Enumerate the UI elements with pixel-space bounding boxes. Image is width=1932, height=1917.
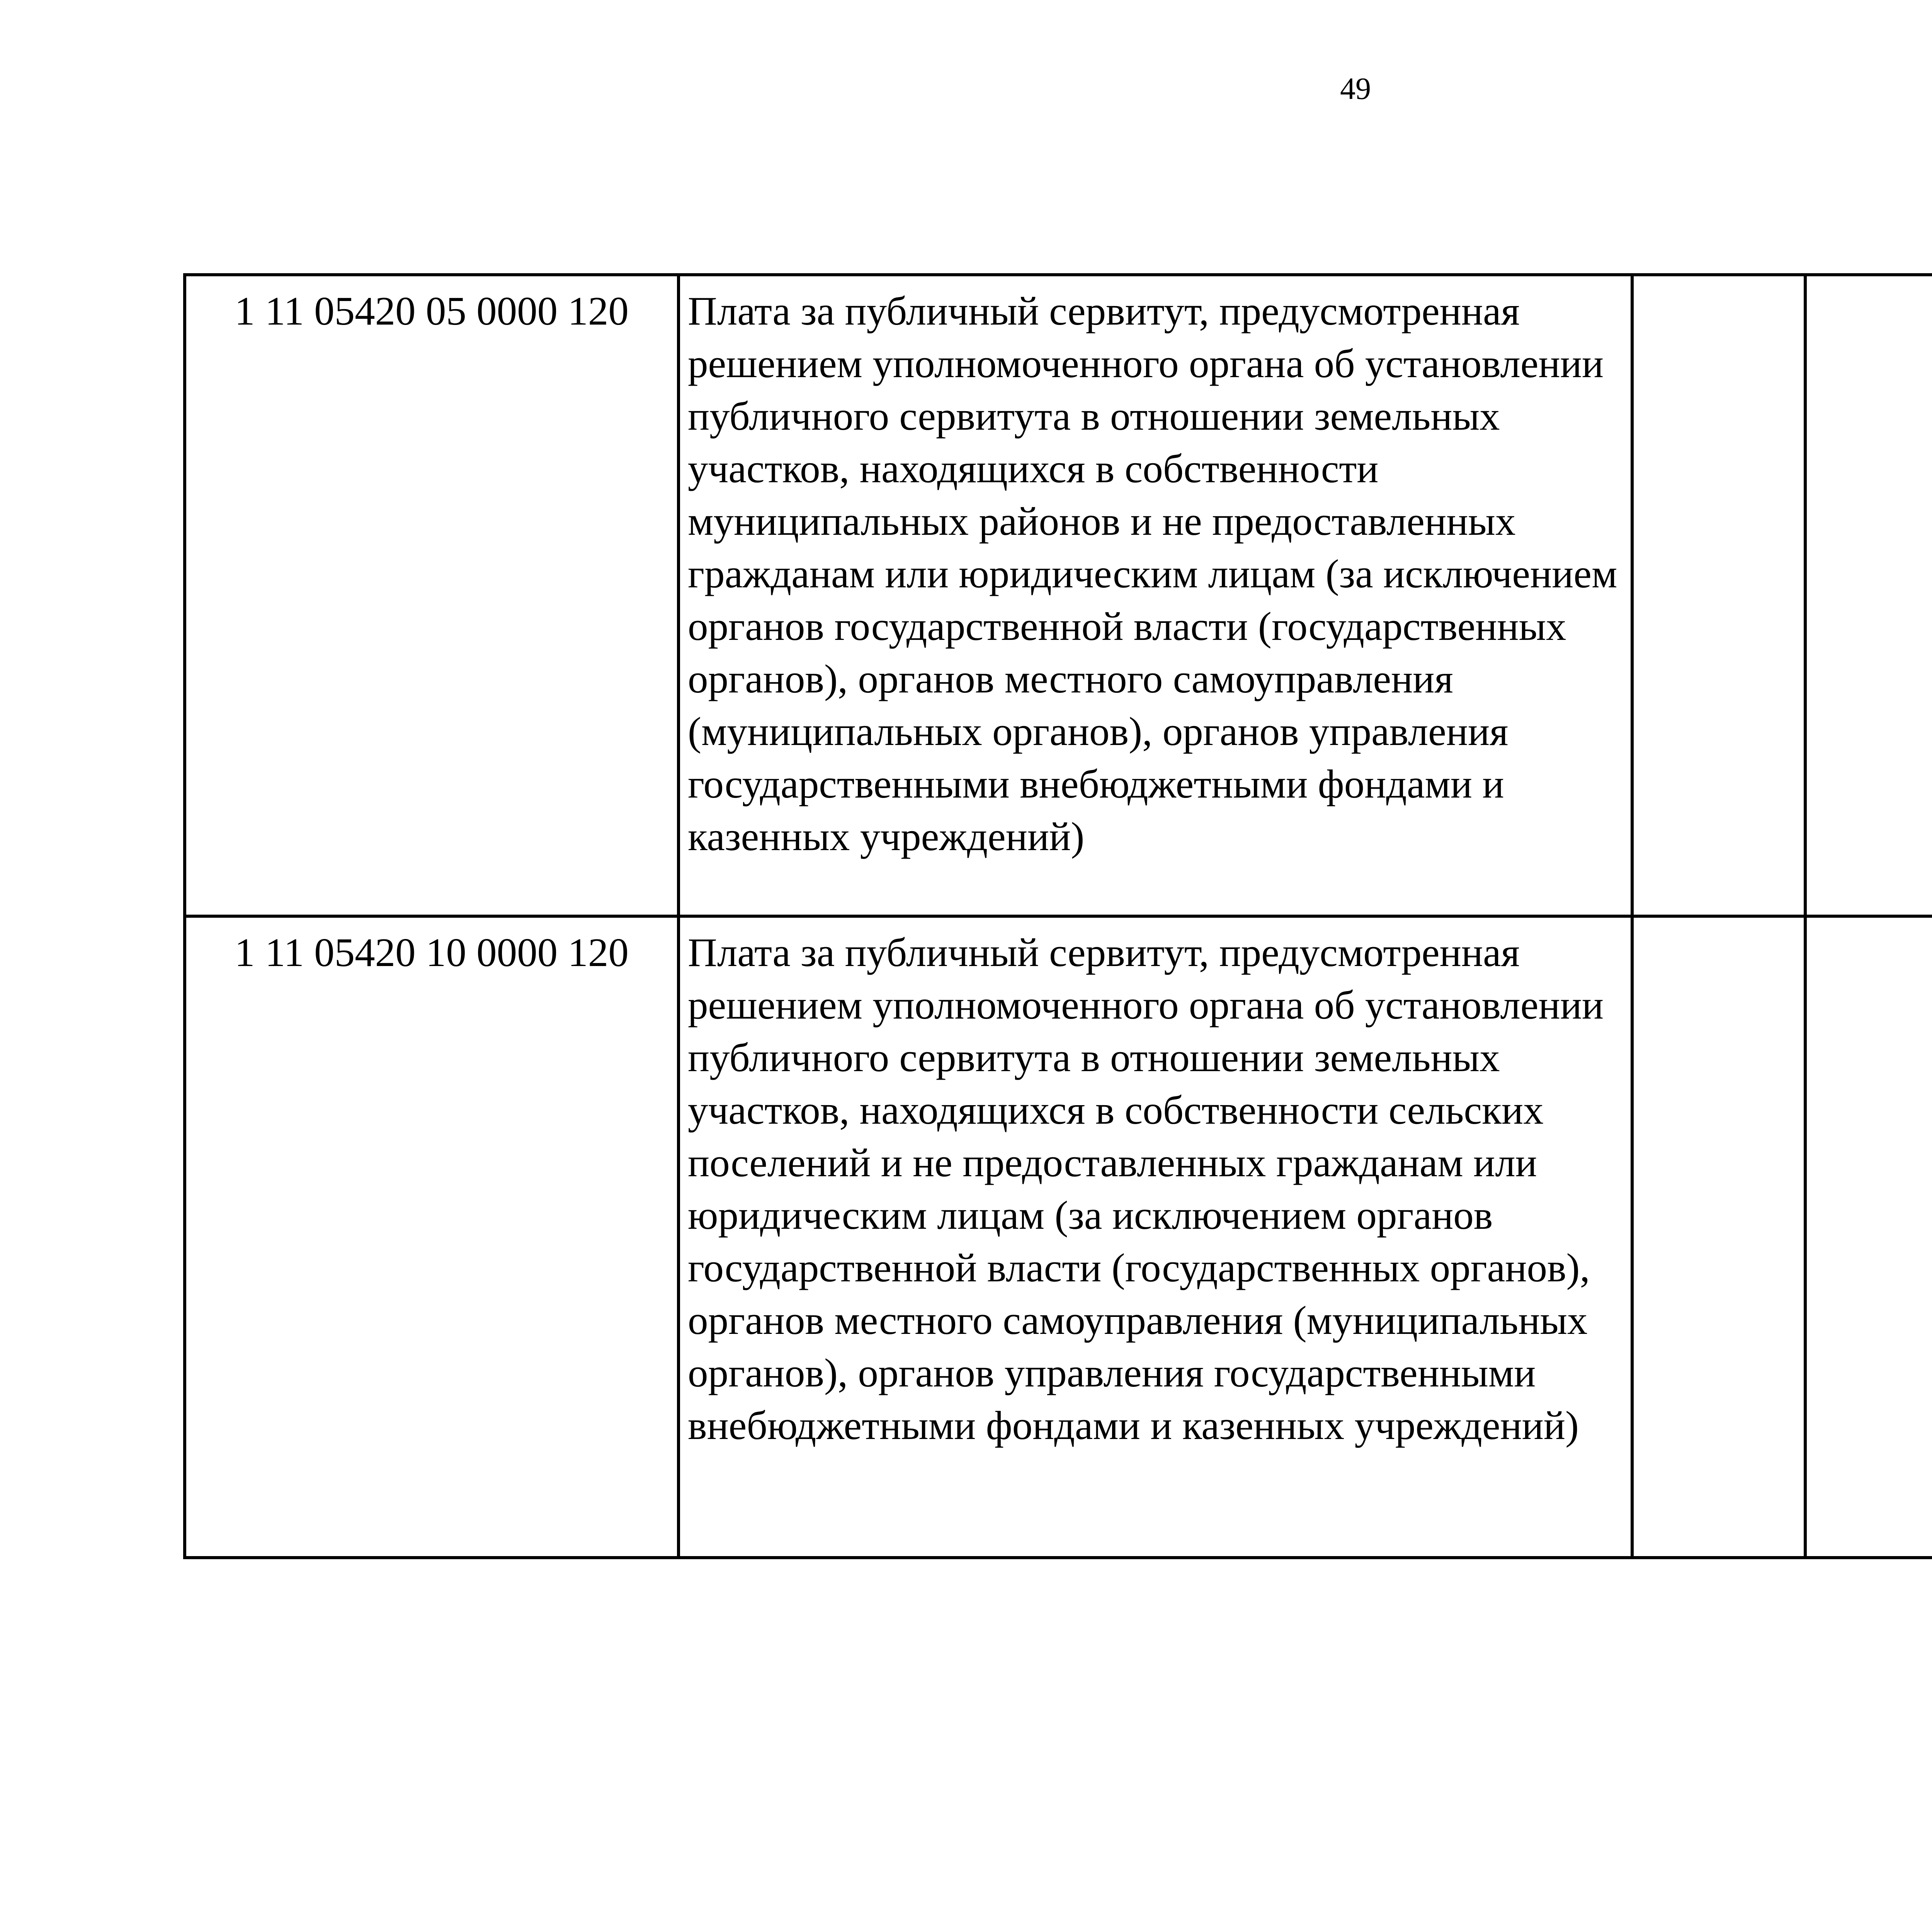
table-row bbox=[185, 916, 1932, 1558]
budget-revenue-table bbox=[183, 273, 1932, 1559]
value-cell bbox=[1632, 275, 1805, 916]
table-row bbox=[185, 275, 1932, 916]
revenue-description-cell: Плата за публичный сервитут, предусмотренная решением уполномоченного органа об установлении публичного сервитута в отношении земельных участков, находящихся в собственности сельских поселений и не предоставленных гражданам или юридическим лицам (за исключением органов государственной власти (государственных органов), органов местного самоуправления (муниципальных органов), органов управления государственными внебюджетными фондами и казенных учреждений) bbox=[679, 916, 1632, 1558]
budget-code-cell: 1 11 05420 05 0000 120 bbox=[185, 275, 679, 916]
budget-code-cell: 1 11 05420 10 0000 120 bbox=[185, 916, 679, 1558]
page-number: 49 bbox=[1340, 72, 1371, 106]
value-cell bbox=[1632, 916, 1805, 1558]
value-cell bbox=[1805, 916, 1932, 1558]
value-cell bbox=[1805, 275, 1932, 916]
revenue-description-cell: Плата за публичный сервитут, предусмотренная решением уполномоченного органа об установлении публичного сервитута в отношении земельных участков, находящихся в собственности муниципальных районов и не предоставленных гражданам или юридическим лицам (за исключением органов государственной власти (государственных органов), органов местного самоуправления (муниципальных органов), органов управления государственными внебюджетными фондами и казенных учреждений) bbox=[679, 275, 1632, 916]
